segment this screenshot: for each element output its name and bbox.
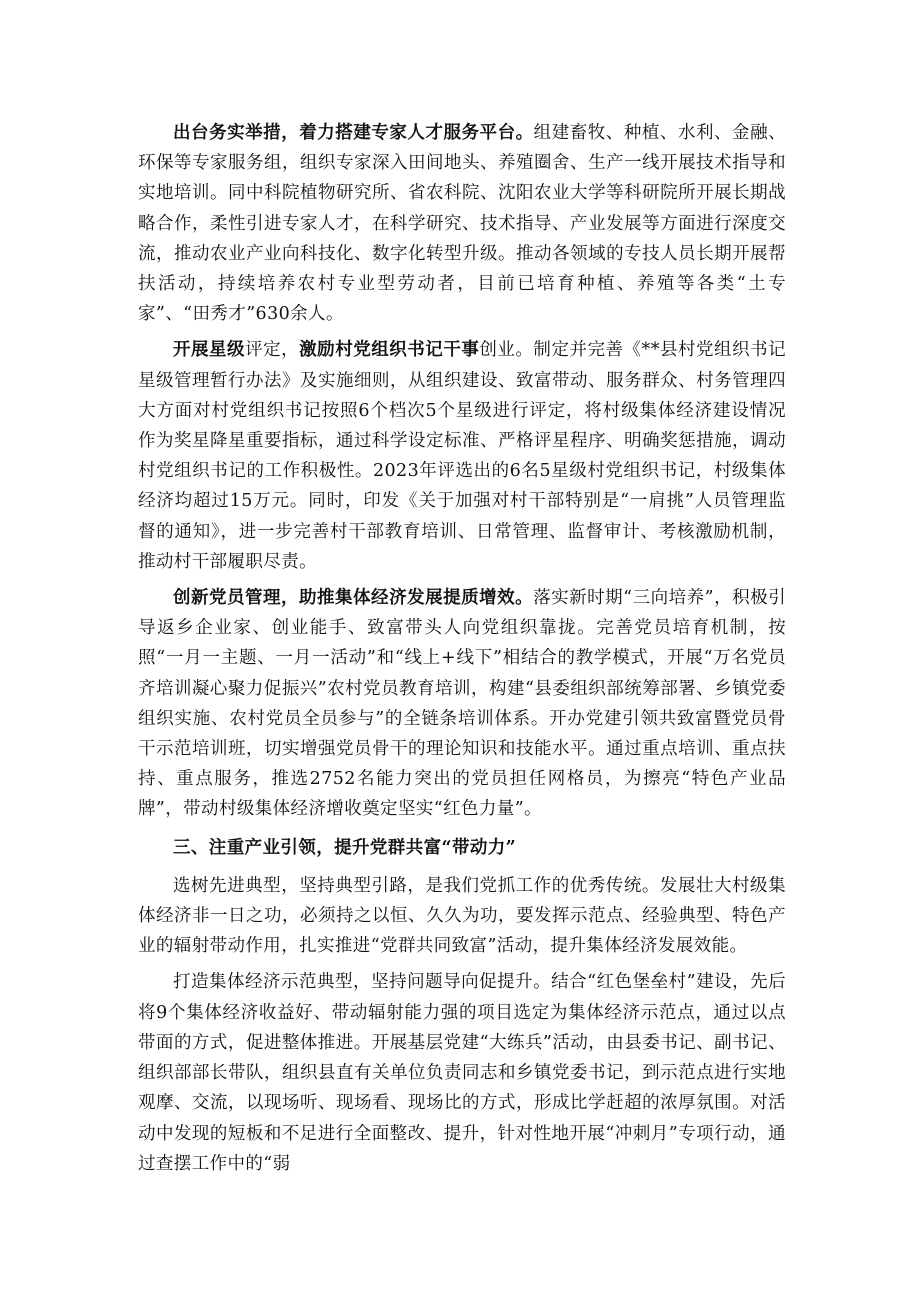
paragraph-party-member-management — [138, 583, 786, 825]
section-heading: 三、注重产业引领，提升党群共富“带动力” — [173, 837, 517, 858]
paragraph-lead: 创新党员管理，助推集体经济发展提质增效。 — [173, 588, 534, 609]
paragraph-lead-bold: 激励村党组织书记干事 — [299, 340, 480, 361]
document-page — [138, 118, 786, 1185]
paragraph-lead-plain: 评定， — [245, 340, 300, 361]
paragraph-text: 落实新时期“三向培养”，积极引导返乡企业家、创业能手、致富带头人向党组织靠拢。完善党员培育机制，按照“一月一主题、一月一活动”和“线上+线下”相结合的教学模式，开展“万名党员齐培训凝心聚力促振兴”农村党员教育培训，构建“县委组织部统筹部署、乡镇党委组织实施、农村党员全员参与”的全链条培训体系。开办党建引领共致富暨党员骨干示范培训班，切实增强党员骨干的理论知识和技能水平。通过重点培训、重点扶持、重点服务，推选2752名能力突出的党员担任网格员，为擦亮“特色产业品牌”，带动村级集体经济增收奠定坚实“红色力量”。 — [138, 588, 786, 820]
paragraph-expert-platform — [138, 118, 786, 329]
paragraph-demonstration-sites: 打造集体经济示范典型，坚持问题导向促提升。结合“红色堡垒村”建设，先后将9个集体经济收益好、带动辐射能力强的项目选定为集体经济示范点，通过以点带面的方式，促进整体推进。开展基层党建“大练兵”活动，由县委书记、副书记、组织部部长带队，组织县直有关单位负责同志和乡镇党委书记，到示范点进行实地观摩、交流，以现场听、现场看、现场比的方式，形成比学赶超的浓厚氛围。对活动中发现的短板和不足进行全面整改、提升，针对性地开展“冲刺月”专项行动，通过查摆工作中的“弱 — [138, 972, 786, 1174]
paragraph-lead: 出台务实举措，着力搭建专家人才服务平台。 — [173, 123, 534, 143]
paragraph-lead: 开展星级 — [173, 340, 246, 361]
paragraph-text: 创业。制定并完善《**县村党组织书记星级管理暂行办法》及实施细则，从组织建设、致富带动、服务群众、村务管理四大方面对村党组织书记按照6个档次5个星级进行评定，将村级集体经济建设情况作为奖星降星重要指标，通过科学设定标准、严格评星程序、明确奖惩措施，调动村党组织书记的工作积极性。2023年评选出的6名5星级村党组织书记，村级集体经济均超过15万元。同时，印发《关于加强对村干部特别是“一肩挑”人员管理监督的通知》，进一步完善村干部教育培训、日常管理、监督审计、考核激励机制，推动村干部履职尽责。 — [138, 340, 787, 572]
paragraph-star-rating — [138, 335, 786, 577]
paragraph-text: 组建畜牧、种植、水利、金融、环保等专家服务组，组织专家深入田间地头、养殖圈舍、生产一线开展技术指导和实地培训。同中科院植物研究所、省农科院、沈阳农业大学等科研院所开展长期战略合作，柔性引进专家人才，在科学研究、技术指导、产业发展等方面进行深度交流，推动农业产业向科技化、数字化转型升级。推动各领域的专技人员长期开展帮扶活动，持续培养农村专业型劳动者，目前已培育种植、养殖等各类“土专家”、“田秀才”630余人。 — [138, 123, 787, 325]
paragraph-typical-examples: 选树先进典型，坚持典型引路，是我们党抓工作的优秀传统。发展壮大村级集体经济非一日之功，必须持之以恒、久久为功，要发挥示范点、经验典型、特色产业的辐射带动作用，扎实推进“党群共同致富”活动，提升集体经济发展效能。 — [138, 875, 786, 957]
